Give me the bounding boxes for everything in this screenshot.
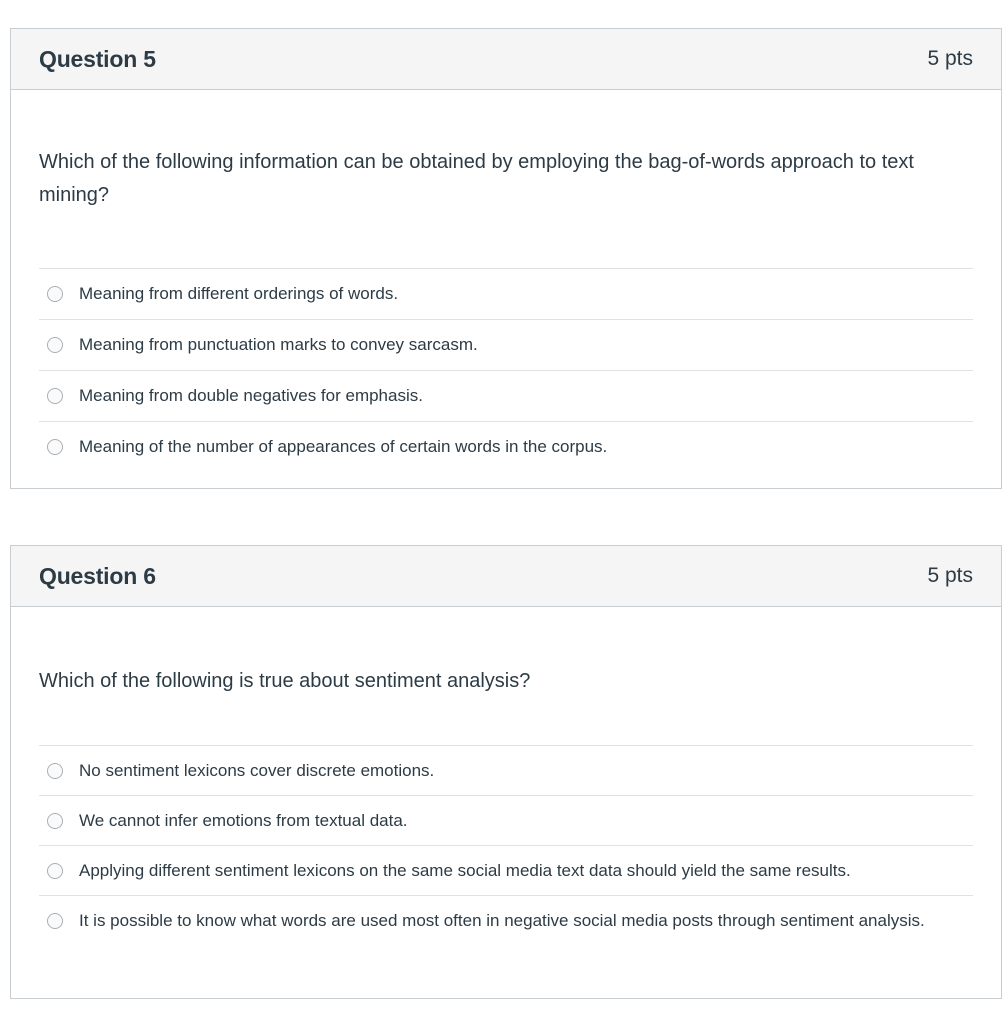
- question-6-card: [10, 545, 1002, 999]
- answer-option[interactable]: [39, 319, 973, 370]
- answer-option[interactable]: [39, 895, 973, 963]
- answer-label[interactable]: Meaning from punctuation marks to convey sarcasm.: [79, 335, 478, 354]
- question-header: [11, 29, 1001, 90]
- answer-list: [39, 745, 973, 963]
- answer-label[interactable]: It is possible to know what words are used most often in negative social media posts through sentiment analysis.: [79, 911, 925, 930]
- answer-option[interactable]: [39, 745, 973, 795]
- radio-button[interactable]: [47, 913, 63, 929]
- answer-option[interactable]: [39, 370, 973, 421]
- radio-button[interactable]: [47, 388, 63, 404]
- radio-button[interactable]: [47, 439, 63, 455]
- question-title: Question 6: [39, 562, 156, 589]
- question-body: [11, 90, 1001, 472]
- radio-button[interactable]: [47, 337, 63, 353]
- answer-label[interactable]: Meaning from double negatives for emphasis.: [79, 386, 423, 405]
- answer-option[interactable]: [39, 268, 973, 319]
- answer-label[interactable]: Meaning of the number of appearances of certain words in the corpus.: [79, 437, 608, 456]
- answer-label[interactable]: Meaning from different orderings of words.: [79, 284, 399, 303]
- question-body: [11, 607, 1001, 963]
- question-5-card: [10, 28, 1002, 489]
- question-points: 5 pts: [927, 47, 973, 70]
- radio-button[interactable]: [47, 763, 63, 779]
- question-text: Which of the following information can be obtained by employing the bag-of-words approach to text mining?: [39, 151, 914, 206]
- answer-list: [39, 268, 973, 472]
- radio-button[interactable]: [47, 813, 63, 829]
- question-points: 5 pts: [927, 564, 973, 587]
- answer-option[interactable]: [39, 421, 973, 472]
- question-header: [11, 546, 1001, 607]
- answer-label[interactable]: Applying different sentiment lexicons on the same social media text data should yield the same results.: [79, 861, 851, 880]
- radio-button[interactable]: [47, 286, 63, 302]
- answer-option[interactable]: [39, 795, 973, 845]
- answer-label[interactable]: We cannot infer emotions from textual data.: [79, 811, 408, 830]
- question-title: Question 5: [39, 45, 156, 72]
- answer-option[interactable]: [39, 845, 973, 895]
- radio-button[interactable]: [47, 863, 63, 879]
- answer-label[interactable]: No sentiment lexicons cover discrete emotions.: [79, 761, 435, 780]
- question-text: Which of the following is true about sentiment analysis?: [39, 670, 531, 692]
